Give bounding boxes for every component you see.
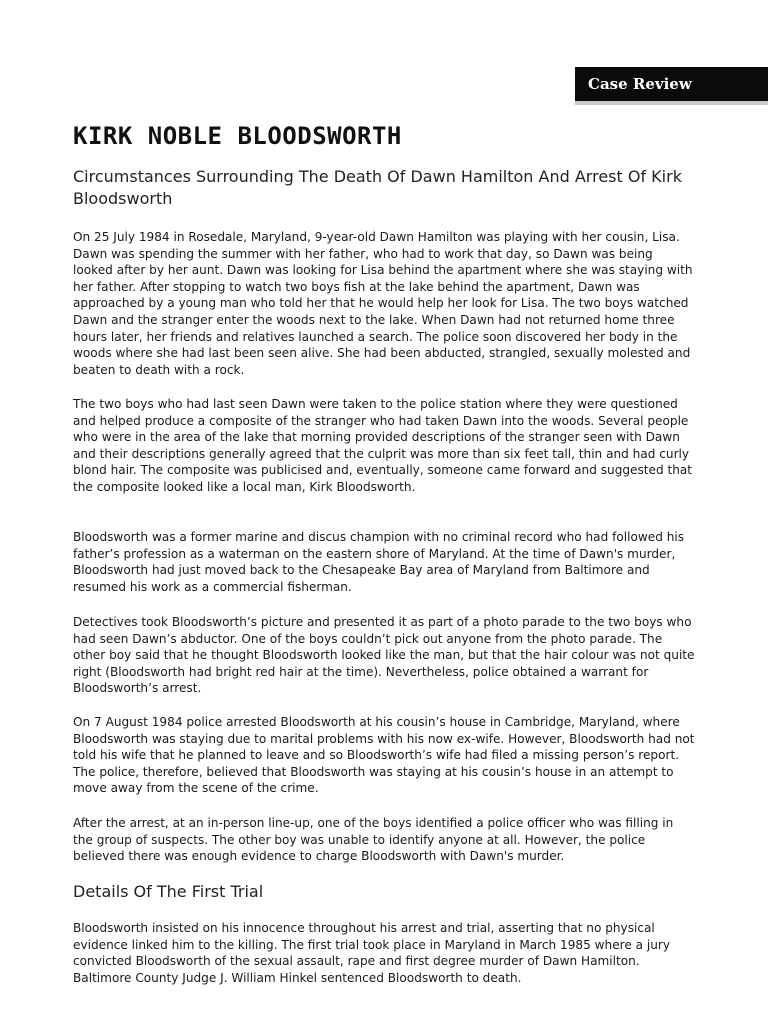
article-title: KIRK NOBLE BLOODSWORTH (73, 122, 402, 150)
paragraph: The two boys who had last seen Dawn were taken to the police station where they were questioned and helped produce a composite of the stranger who had taken Dawn into the woods. Several people who were in the area of the lake that morning provided descriptions of the stranger seen with Dawn and their descriptions generally agreed that the culprit was more than six feet tall, thin and had curly blond hair. The composite was publicised and, eventually, someone came forward and suggested that the composite looked like a local man, Kirk Bloodsworth. (73, 397, 693, 494)
section-heading-first-trial: Details Of The First Trial (73, 882, 264, 901)
paragraph: Bloodsworth was a former marine and discus champion with no criminal record who had followed his father’s profession as a waterman on the eastern shore of Maryland. At the time of Dawn's murder, Bloodsworth had just moved back to the Chesapeake Bay area of Maryland from Baltimore and resumed his work as a commercial fisherman. (73, 530, 685, 594)
paragraph: Detectives took Bloodsworth’s picture and presented it as part of a photo parade to the two boys who had seen Dawn’s abductor. One of the boys couldn’t pick out anyone from the photo parade. The other boy said that he thought Bloodsworth looked like the man, but that the hair colour was not quite right (Bloodsworth had bright red hair at the time). Nevertheless, police obtained a warrant for Bloodsworth’s arrest. (73, 615, 695, 696)
article-subtitle: Circumstances Surrounding The Death Of Dawn Hamilton And Arrest Of Kirk Bloodsworth (73, 167, 682, 208)
paragraph: On 7 August 1984 police arrested Bloodsworth at his cousin’s house in Cambridge, Maryland, where Bloodsworth was staying due to marital problems with his now ex-wife. However, Bloodsworth had not told his wife that he planned to leave and so Bloodsworth’s wife had filed a missing person’s report. The police, therefore, believed that Bloodsworth was staying at his cousin’s house in an attempt to move away from the scene of the crime. (73, 715, 695, 796)
paragraph: After the arrest, at an in-person line-up, one of the boys identified a police officer who was filling in the group of suspects. The other boy was unable to identify anyone at all. However, the police believed there was enough evidence to charge Bloodsworth with Dawn's murder. (73, 816, 674, 864)
case-review-tab: Case Review (575, 67, 768, 101)
paragraph: Bloodsworth insisted on his innocence throughout his arrest and trial, asserting that no physical evidence linked him to the killing. The first trial took place in Maryland in March 1985 where a jury convicted Bloodsworth of the sexual assault, rape and first degree murder of Dawn Hamilton. Baltimore County Judge J. William Hinkel sentenced Bloodsworth to death. (73, 921, 671, 985)
paragraph: On 25 July 1984 in Rosedale, Maryland, 9-year-old Dawn Hamilton was playing with her cousin, Lisa. Dawn was spending the summer with her father, who had to work that day, so Dawn was being looked after by her aunt. Dawn was looking for Lisa behind the apartment where she was staying with her father. After stopping to watch two boys fish at the lake behind the apartment, Dawn was approached by a young man who told her that he would help her look for Lisa. The two boys watched Dawn and the stranger enter the woods next to the lake. When Dawn had not returned home three hours later, her friends and relatives launched a search. The police soon discovered her body in the woods where she had last been seen alive. She had been abducted, strangled, sexually molested and beaten to death with a rock. (73, 230, 693, 377)
